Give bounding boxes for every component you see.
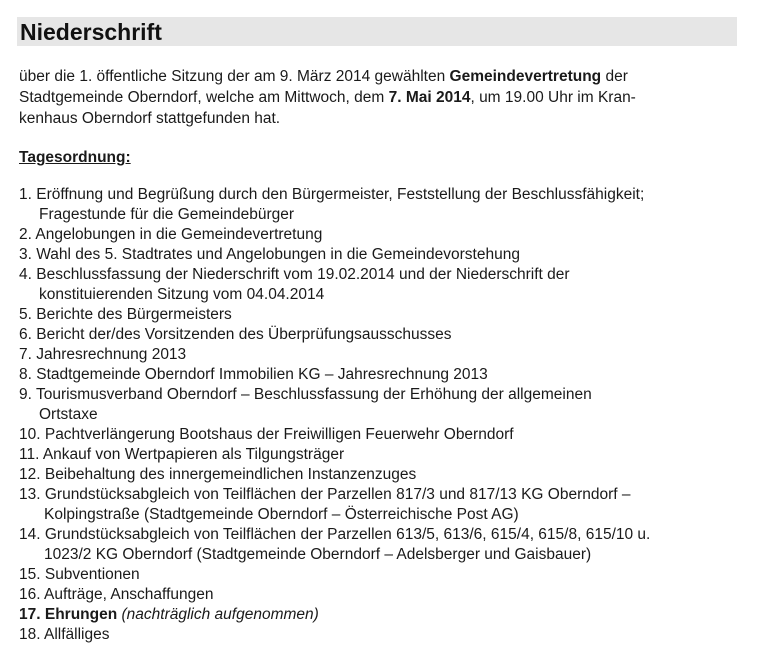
intro-bold-date: 7. Mai 2014 — [388, 89, 471, 106]
agenda-item — [19, 305, 739, 325]
agenda-heading: Tagesordnung: — [19, 149, 131, 166]
agenda-item-text: 8. Stadtgemeinde Oberndorf Immobilien KG – Jahresrechnung 2013 — [19, 366, 488, 383]
agenda-item-text: 14. Grundstücksabgleich von Teilflächen der Parzellen 613/5, 613/6, 615/4, 615/8, 615/10 u. — [19, 526, 651, 543]
agenda-item — [19, 325, 739, 345]
agenda-item-bold-text: 17. Ehrungen — [19, 606, 118, 623]
agenda-item-text: 2. Angelobungen in die Gemeindevertretung — [19, 226, 323, 243]
agenda-item-text: 12. Beibehaltung des innergemeindlichen Instanzenzuges — [19, 466, 417, 483]
agenda-item-continuation: 1023/2 KG Oberndorf (Stadtgemeinde Oberndorf – Adelsberger und Gaisbauer) — [44, 546, 592, 563]
intro-text: , um 19.00 Uhr im Kran- — [470, 89, 636, 106]
agenda-item-text: 11. Ankauf von Wertpapieren als Tilgungsträger — [19, 446, 345, 463]
agenda-item-continuation: Kolpingstraße (Stadtgemeinde Oberndorf – Österreichische Post AG) — [44, 506, 519, 523]
agenda-item-note: (nachträglich aufgenommen) — [117, 606, 319, 623]
intro-paragraph — [19, 66, 724, 129]
agenda-item-text: 9. Tourismusverband Oberndorf – Beschlussfassung der Erhöhung der allgemeinen — [19, 386, 592, 403]
intro-text: kenhaus Oberndorf stattgefunden hat. — [19, 110, 281, 127]
agenda-item-text: 3. Wahl des 5. Stadtrates und Angelobungen in die Gemeindevorstehung — [19, 246, 520, 263]
agenda-item-text: 7. Jahresrechnung 2013 — [19, 346, 187, 363]
agenda-item-text: 6. Bericht der/des Vorsitzenden des Überprüfungsausschusses — [19, 326, 452, 343]
agenda-item-text: 15. Subventionen — [19, 566, 140, 583]
agenda-item — [19, 625, 739, 645]
intro-text: über die 1. öffentliche Sitzung der am 9. März 2014 gewählten — [19, 68, 450, 85]
agenda-item-continuation: Fragestunde für die Gemeindebürger — [39, 206, 295, 223]
document-title: Niederschrift — [20, 19, 162, 45]
intro-text: der Stadtgemeinde Oberndorf, welche am Mittwoch, dem — [19, 68, 628, 106]
agenda-item — [19, 365, 739, 385]
agenda-item-text: 10. Pachtverlängerung Bootshaus der Freiwilligen Feuerwehr Oberndorf — [19, 426, 514, 443]
agenda-item-text: 5. Berichte des Bürgermeisters — [19, 306, 232, 323]
title-bar — [17, 17, 737, 46]
agenda-item-text: 4. Beschlussfassung der Niederschrift vom 19.02.2014 und der Niederschrift der — [19, 266, 570, 283]
agenda-item-text: 13. Grundstücksabgleich von Teilflächen der Parzellen 817/3 und 817/13 KG Oberndorf – — [19, 486, 631, 503]
agenda-item — [19, 385, 739, 425]
agenda-item — [19, 585, 739, 605]
agenda-item — [19, 265, 739, 305]
agenda-item — [19, 445, 739, 465]
agenda-item — [19, 605, 739, 625]
agenda-item — [19, 525, 739, 565]
agenda-item — [19, 565, 739, 585]
agenda-item — [19, 485, 739, 525]
agenda-item-text: 16. Aufträge, Anschaffungen — [19, 586, 214, 603]
agenda-item — [19, 425, 739, 445]
agenda-item — [19, 225, 739, 245]
agenda-list — [19, 185, 739, 645]
agenda-item-text: 1. Eröffnung und Begrüßung durch den Bürgermeister, Feststellung der Beschlussfähigkeit; — [19, 186, 645, 203]
agenda-item-continuation: Ortstaxe — [39, 406, 98, 423]
agenda-item — [19, 185, 739, 225]
agenda-item — [19, 245, 739, 265]
agenda-item — [19, 465, 739, 485]
intro-bold-body: Gemeindevertretung — [449, 68, 602, 85]
agenda-item — [19, 345, 739, 365]
agenda-item-continuation: konstituierenden Sitzung vom 04.04.2014 — [39, 286, 325, 303]
agenda-item-text: 18. Allfälliges — [19, 626, 110, 643]
